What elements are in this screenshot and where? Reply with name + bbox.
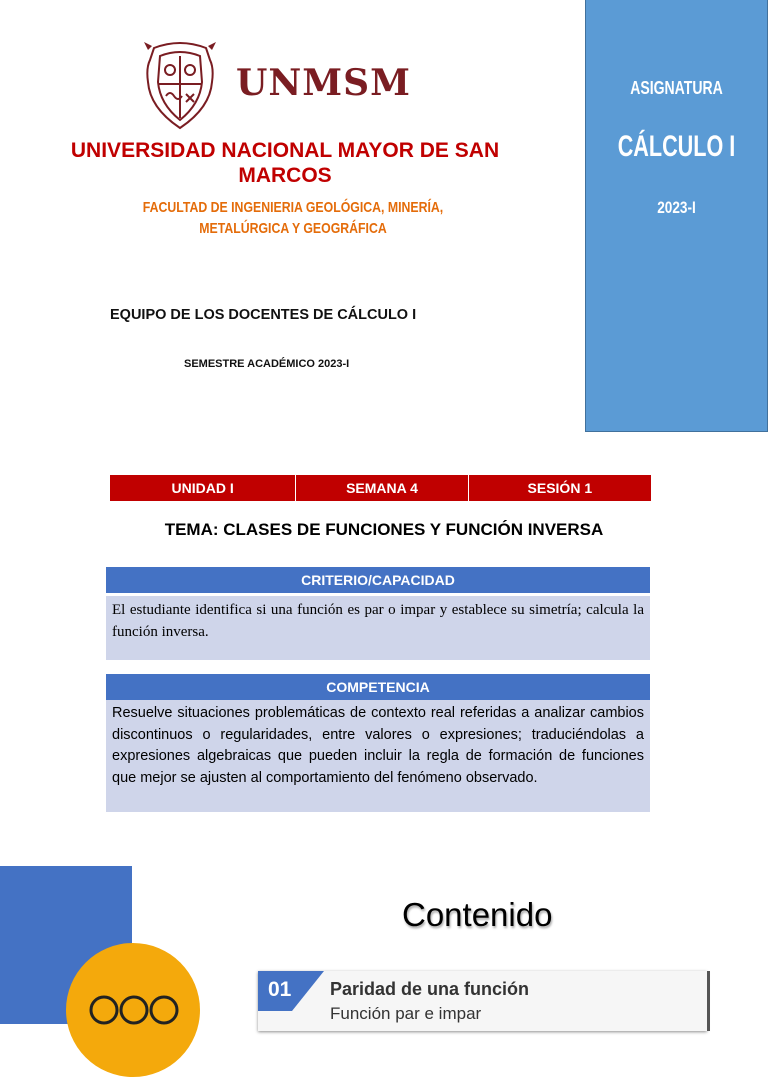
three-circles-icon xyxy=(88,993,180,1027)
item-title: Paridad de una función xyxy=(330,979,530,999)
university-seal-icon xyxy=(140,38,220,134)
session-strip xyxy=(110,475,651,501)
panel-label: ASIGNATURA xyxy=(630,78,723,98)
session-cell: SESIÓN 1 xyxy=(469,475,651,501)
competencia-text: Resuelve situaciones problemáticas de contexto real referidas a analizar cambios discontinuos o regularidades, entre valores o expresiones; traduciéndolas a expresiones algebraicas que pueden incluir la regla de formación de funciones que mejor se ajusten al comportamiento del fenómeno observado. xyxy=(106,700,650,812)
topic-title: TEMA: CLASES DE FUNCIONES Y FUNCIÓN INVERSA xyxy=(164,520,604,539)
course-period: 2023-I xyxy=(657,198,696,217)
course-name: CÁLCULO I xyxy=(617,130,736,163)
brand-name: UNMSM xyxy=(236,62,411,104)
academic-semester: SEMESTRE ACADÉMICO 2023-I xyxy=(184,358,350,370)
university-name: UNIVERSIDAD NACIONAL MAYOR DE SAN MARCOS xyxy=(70,139,500,187)
criterio-header: CRITERIO/CAPACIDAD xyxy=(106,567,650,593)
contenido-title: Contenido xyxy=(402,896,553,933)
week-cell: SEMANA 4 xyxy=(296,475,468,501)
competencia-header: COMPETENCIA xyxy=(106,674,650,700)
item-subtitle: Función par e impar xyxy=(330,1004,482,1023)
unit-cell: UNIDAD I xyxy=(110,475,296,501)
item-number: 01 xyxy=(268,978,292,1001)
card-edge-line xyxy=(707,971,710,1031)
course-panel xyxy=(585,0,768,432)
criterio-text: El estudiante identifica si una función es par o impar y establece su simetría; calcula la función inversa. xyxy=(106,596,650,660)
faculty-name: FACULTAD DE INGENIERIA GEOLÓGICA, MINERÍA, METALÚRGICA Y GEOGRÁFICA xyxy=(142,199,444,237)
teaching-team: EQUIPO DE LOS DOCENTES DE CÁLCULO I xyxy=(110,307,417,323)
